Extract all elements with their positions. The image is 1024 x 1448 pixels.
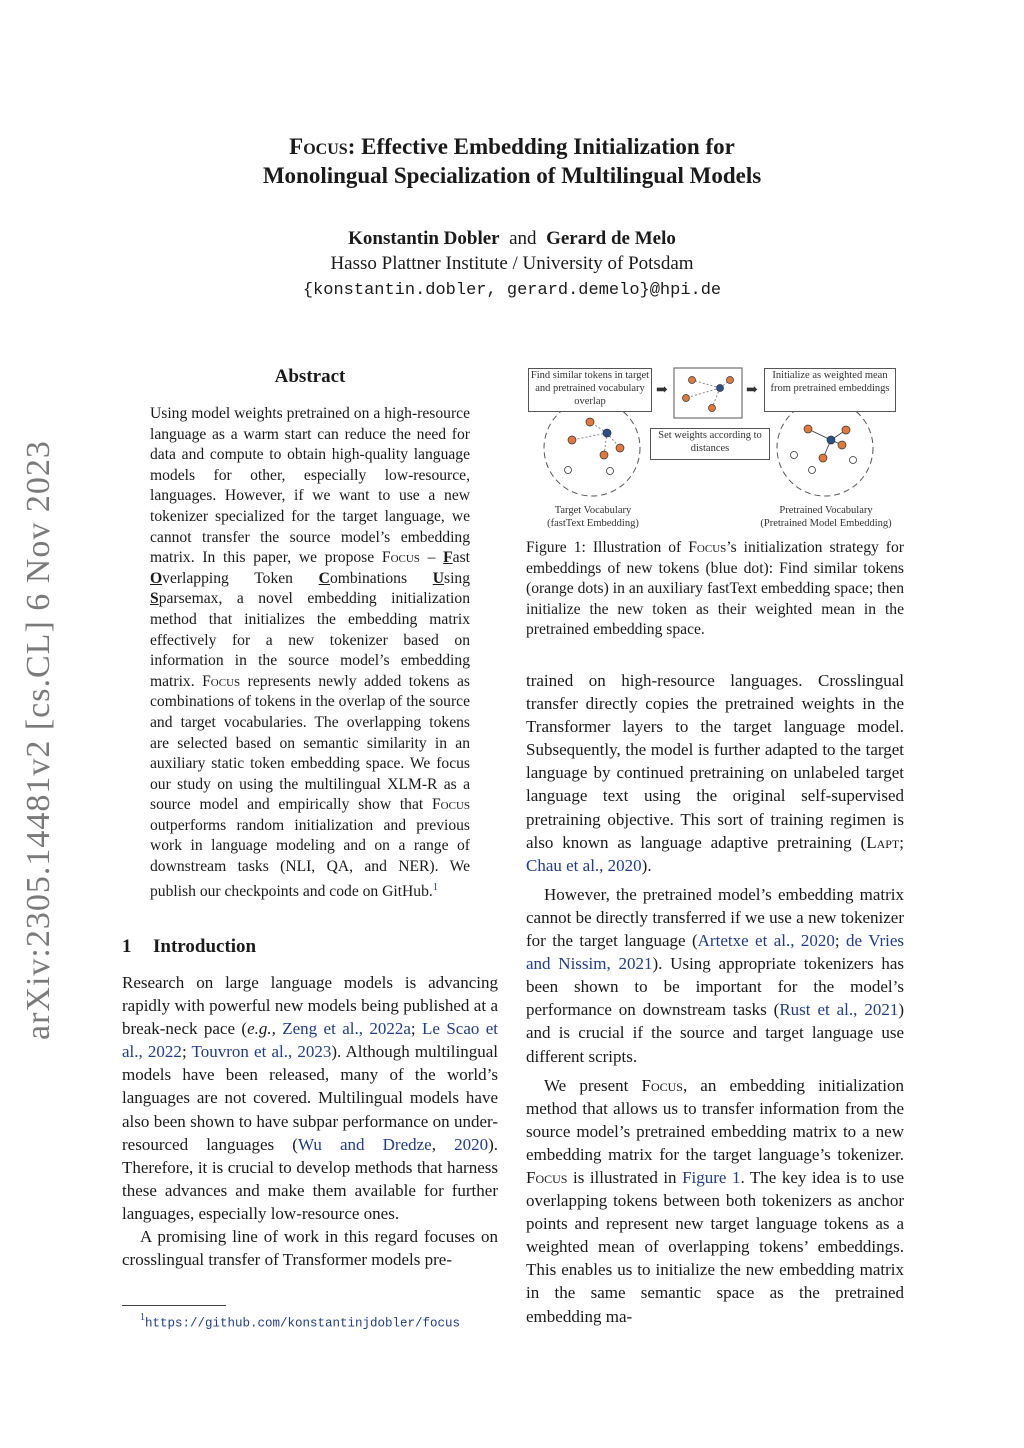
title-line1: : Effective Embedding Initialization for — [347, 134, 735, 159]
intro-right-column — [526, 669, 904, 1328]
section-heading: 1 Introduction — [122, 936, 257, 957]
figure-1 — [526, 360, 906, 535]
pretrained-vocab-circle — [777, 400, 873, 496]
intro-paragraph-3: trained on high-resource languages. Crosslingual transfer directly copies the pretrained weights in the Transformer layers to the target language model. Subsequently, the model is further adapted to the target language by continued pretraining on unlabeled target language text using the original self-supervised pretraining objective. This sort of training regimen is also known as language adaptive pretraining (Lapt; Chau et al., 2020). — [526, 671, 904, 875]
citation-link[interactable]: Artetxe et al., 2020 — [697, 931, 835, 951]
author-block — [0, 226, 1024, 303]
arrow-icon: ➡ — [656, 383, 668, 398]
new-token-dot — [603, 429, 611, 437]
target-vocab-circle — [544, 400, 640, 496]
author-emails: {konstantin.dobler, gerard.demelo}@hpi.de — [302, 281, 722, 300]
arxiv-side-stamp: arXiv:2305.14481v2 [cs.CL] 6 Nov 2023 — [20, 440, 57, 1040]
intro-paragraph-1: Research on large language models is advancing rapidly with powerful new models being published at a break-neck pace (e.g., Zeng et al., 2022a; Le Scao et al., 2022; Touvron et al., 2023). Although multilingual models have been released, many of the world’s languages are not covered. Multilingual models have also been shown to have subpar performance on under-resourced languages (Wu and Dredze, 2020). Therefore, it is crucial to develop methods that harness these advances and make them available for further languages, especially low-resource ones. — [122, 973, 499, 1223]
abstract-heading: Abstract — [274, 366, 346, 387]
footnote-rule — [122, 1305, 226, 1306]
citation-link[interactable]: Le Scao et al., 2022 — [122, 1019, 499, 1062]
author-2: Gerard de Melo — [546, 228, 676, 249]
step2-box: Set weights according to distances — [650, 428, 770, 460]
paper-title — [0, 132, 1024, 190]
affiliation: Hasso Plattner Institute / University of Potsdam — [330, 253, 694, 274]
title-method-name: Focus — [289, 134, 348, 159]
pretrained-vocab-label: Pretrained Vocabulary (Pretrained Model Embedding) — [760, 505, 892, 529]
similar-token-dot — [568, 436, 576, 444]
intro-left-column — [122, 936, 498, 1271]
abstract-text: Using model weights pretrained on a high-resource language as a warm start can reduce the need for data and compute to obtain high-quality language models for other, especially low-resource, languages. However, if we want to use a new tokenizer specialized for the target language, we cannot transfer the source model’s embedding matrix. In this paper, we propose Focus – Fast Overlapping Token Combinations Using Sparsemax, a novel embedding initialization method that initializes the embedding matrix effectively for a new tokenizer based on information in the source model’s embedding matrix. Focus represents newly added tokens as combinations of tokens in the overlap of the source and target vocabularies. The overlapping tokens are selected based on semantic similarity in an auxiliary static token embedding space. We focus our study on using the multilingual XLM-R as a source model and empirically show that Focus outperforms random initialization and previous work in language modeling and on a range of downstream tasks (NLI, QA, and NER). We publish our checkpoints and code on GitHub.$^1$ — [150, 405, 470, 900]
similar-token-dot — [600, 451, 608, 459]
citation-link[interactable]: Wu and Dredze — [297, 1134, 432, 1154]
citation-link[interactable]: Zeng et al., 2022a — [282, 1019, 411, 1039]
figure-caption: Figure 1: Illustration of Focus’s initialization strategy for embeddings of new tokens (blue dot): Find similar tokens (orange dots) in an auxiliary fastText embedding space; then initialize the new token as their weighted mean in the pretrained embedding space. — [526, 539, 904, 639]
intro-paragraph-4: However, the pretrained model’s embedding matrix cannot be directly transferred if we use a new tokenizer for the target language (Artetxe et al., 2020; de Vries and Nissim, 2021). Using appropriate tokenizers has been shown to be important for the model’s performance on downstream tasks (Rust et al., 2021) and is crucial if the source and target language use different scripts. — [526, 884, 905, 1066]
arrow-icon: ➡ — [746, 383, 758, 398]
target-vocab-label: Target Vocabulary (fastText Embedding) — [547, 505, 639, 529]
weights-box — [674, 368, 742, 418]
title-line2: Monolingual Specialization of Multilingual Models — [262, 163, 762, 188]
footnote-url[interactable]: https://github.com/konstantinjdobler/focus — [145, 1316, 461, 1331]
citation-link[interactable]: Rust et al., 2021 — [779, 1000, 899, 1020]
footnote-mark[interactable]: 1 — [432, 881, 438, 893]
citation-link[interactable]: Chau et al., 2020 — [526, 855, 642, 875]
other-token-dot — [565, 467, 572, 474]
citation-link[interactable]: de Vries and Nissim, 2021 — [526, 931, 904, 974]
intro-paragraph-2: A promising line of work in this regard focuses on crosslingual transfer of Transformer models pre- — [122, 1227, 498, 1270]
step1-box: Find similar tokens in target and pretrained vocabulary overlap — [528, 368, 652, 412]
other-token-dot — [607, 468, 614, 475]
similar-token-dot — [586, 418, 594, 426]
similar-token-dot — [616, 444, 624, 452]
method-name: Focus — [381, 549, 420, 567]
author-and: and — [509, 228, 537, 249]
author-1: Konstantin Dobler — [348, 228, 500, 249]
footnote — [140, 1312, 460, 1331]
step3-box: Initialize as weighted mean from pretrained embeddings — [764, 368, 896, 412]
footnote-number: 1 — [140, 1312, 145, 1323]
figure-reference-link[interactable]: Figure 1 — [682, 1167, 741, 1187]
intro-paragraph-5: We present Focus, an embedding initialization method that allows us to transfer information from the source model’s pretrained embedding matrix to a new embedding matrix for the target language’s tokenizer. Focus is illustrated in Figure 1. The key idea is to use overlapping tokens between both tokenizers as anchor points and represent new target language tokens as a weighted mean of overlapping tokens’ embeddings. This enables us to initialize the new embedding matrix in the same semantic space as the pretrained embedding ma- — [526, 1075, 904, 1326]
citation-link[interactable]: 2020 — [454, 1134, 489, 1154]
citation-link[interactable]: Touvron et al., 2023 — [191, 1042, 332, 1062]
